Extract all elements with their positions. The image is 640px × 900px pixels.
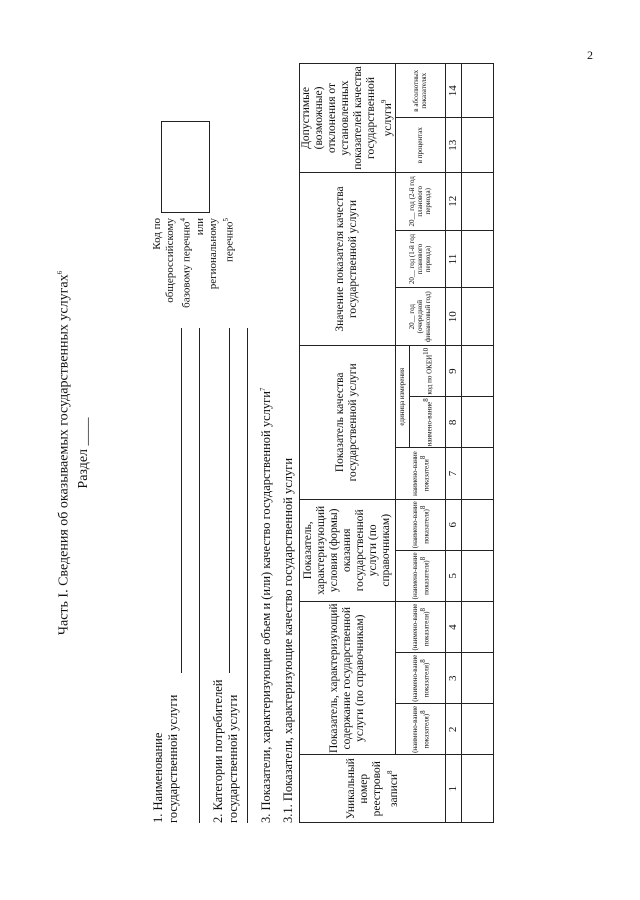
- content-indicator-3: (наимено-вание показателя)$^8$: [395, 601, 445, 652]
- col-number: 11: [445, 230, 461, 288]
- consumers-line-2: [247, 328, 248, 823]
- col-number: 5: [445, 550, 461, 601]
- content-indicator-1: (наимено-вание показателя)$^8$: [395, 704, 445, 755]
- content-indicator-header: Показатель, характеризующий содержание государственной услуги (по справочникам): [300, 601, 396, 755]
- data-cell[interactable]: [461, 550, 493, 601]
- deviation-header: Допустимые (возможные) отклонения от установленных показателей качества государственной услуги$^9$: [300, 64, 396, 173]
- col-number: 3: [445, 653, 461, 704]
- consumers-line: [229, 328, 230, 673]
- data-cell[interactable]: [461, 448, 493, 499]
- conditions-indicator-2: (наимено-вание показателя)$^8$: [395, 499, 445, 550]
- value-header: Значение показателя качества государственной услуги: [300, 172, 396, 345]
- col-number: 6: [445, 499, 461, 550]
- quality-heading: 3.1. Показатели, характеризующие качество государственной услуги: [281, 457, 295, 823]
- quality-table: [299, 63, 494, 823]
- data-cell[interactable]: [461, 118, 493, 172]
- service-name-line-2: [199, 328, 200, 823]
- col-number: 9: [445, 346, 461, 397]
- data-cell[interactable]: [461, 601, 493, 652]
- data-cell[interactable]: [461, 346, 493, 397]
- unit-header: единица измерения: [395, 346, 409, 448]
- data-cell[interactable]: [461, 755, 493, 823]
- data-cell[interactable]: [461, 653, 493, 704]
- data-cell[interactable]: [461, 230, 493, 288]
- content-indicator-2: (наимено-вание показателя)$^8$: [395, 653, 445, 704]
- part-title: Часть I. Сведения об оказываемых государственных услугах$^6$: [56, 270, 72, 636]
- year-1-header: 20__ год (очередной финансовый год): [395, 288, 445, 346]
- percent-header: в процентах: [395, 118, 445, 172]
- conditions-indicator-header: Показатель, характеризующий условия (формы) оказания государственной услуги (по справочникам): [300, 499, 396, 601]
- data-cell[interactable]: [461, 704, 493, 755]
- quality-indicator-name: наимено-вание показателя$^8$: [395, 448, 445, 499]
- okei-code-header: код по ОКЕИ$^{10}$: [409, 346, 445, 397]
- indicators-heading: 3. Показатели, характеризующие объем и (или) качество государственной услуги$^7$: [259, 387, 274, 823]
- year-3-header: 20__ год (2-й год планового периода): [395, 172, 445, 230]
- consumers-label: 2. Категории потребителей государственной услуги: [211, 679, 240, 823]
- quality-indicator-header: Показатель качества государственной услуги: [300, 346, 396, 500]
- section-title: Раздел ____: [76, 417, 91, 489]
- data-cell[interactable]: [461, 499, 493, 550]
- service-name-line: [181, 328, 182, 673]
- unit-name-header: наимено-вание$^8$: [409, 397, 445, 448]
- col-number: 8: [445, 397, 461, 448]
- col-number: 14: [445, 64, 461, 119]
- unique-number-header: Уникальный номер реестровой записи$^8$: [300, 755, 446, 823]
- conditions-indicator-1: (наимено-вание показателя)$^8$: [395, 550, 445, 601]
- data-cell[interactable]: [461, 172, 493, 230]
- col-number: 13: [445, 118, 461, 172]
- col-number: 1: [445, 755, 461, 823]
- col-number: 12: [445, 172, 461, 230]
- data-cell[interactable]: [461, 288, 493, 346]
- page-number: 2: [587, 48, 593, 62]
- code-label: Код по общероссийскому базовому перечню$^4$ или региональному перечню$^5$: [151, 218, 236, 308]
- service-name-label: 1. Наименование государственной услуги: [151, 694, 180, 823]
- col-number: 10: [445, 288, 461, 346]
- col-number: 2: [445, 704, 461, 755]
- data-cell[interactable]: [461, 64, 493, 119]
- code-box[interactable]: [161, 121, 210, 213]
- col-number: 4: [445, 601, 461, 652]
- rotated-sheet: [51, 63, 606, 823]
- absolute-header: в абсолютных показателях: [395, 64, 445, 119]
- year-2-header: 20__ год (1-й год планового периода): [395, 230, 445, 288]
- col-number: 7: [445, 448, 461, 499]
- data-cell[interactable]: [461, 397, 493, 448]
